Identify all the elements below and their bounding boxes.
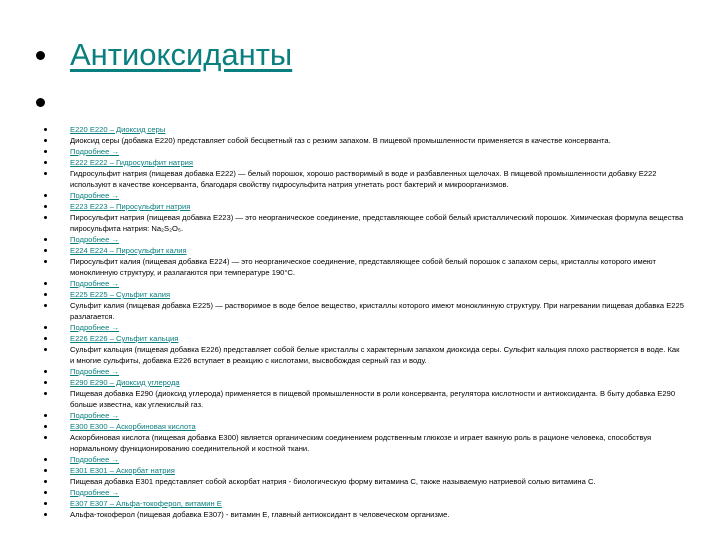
additive-title-link[interactable]: E290 E290 – Диоксид углерода	[70, 378, 180, 387]
more-link[interactable]: Подробнее →	[70, 147, 120, 156]
bullet	[44, 282, 47, 285]
list-item-link	[0, 234, 720, 245]
bullet	[44, 414, 47, 417]
bullet	[44, 216, 47, 219]
bullet	[44, 172, 47, 175]
bullet	[44, 469, 47, 472]
list-item-link	[0, 454, 720, 465]
title-row	[36, 30, 292, 80]
bullet	[44, 326, 47, 329]
list-item	[0, 344, 720, 366]
bullet	[44, 491, 47, 494]
additive-list	[0, 124, 720, 520]
bullet	[44, 436, 47, 439]
list-item	[0, 135, 720, 146]
list-item	[0, 476, 720, 487]
more-link[interactable]: Подробнее →	[70, 279, 120, 288]
bullet	[44, 513, 47, 516]
additive-title-link[interactable]: E223 E223 – Пиросульфит натрия	[70, 202, 191, 211]
more-link[interactable]: Подробнее →	[70, 455, 120, 464]
bullet	[36, 98, 45, 107]
more-link[interactable]: Подробнее →	[70, 411, 120, 420]
more-link[interactable]: Подробнее →	[70, 323, 120, 332]
additive-description: Пищевая добавка E290 (диоксид углерода) применяется в пищевой промышленности в роли консерванта, регулятора кислотности и антиоксиданта. В быту добавка E290 больше известна, как углекислый газ.	[70, 389, 676, 409]
list-item-link	[0, 190, 720, 201]
bullet	[44, 128, 47, 131]
list-item	[0, 300, 720, 322]
list-item-link	[0, 157, 720, 168]
list-item-link	[0, 487, 720, 498]
more-link[interactable]: Подробнее →	[70, 488, 120, 497]
page-title-link[interactable]: Антиоксиданты	[70, 37, 293, 72]
additive-description: Сульфит калия (пищевая добавка E225) — растворимое в воде белое вещество, кристаллы которого имеют моноклинную структуру. При нагревании пищевая добавка E225 разлагается.	[70, 301, 684, 321]
more-link[interactable]: Подробнее →	[70, 235, 120, 244]
more-link[interactable]: Подробнее →	[70, 367, 120, 376]
additive-description: Альфа-токоферол (пищевая добавка E307) - витамин Е, главный антиоксидант в человеческом организме.	[70, 510, 450, 519]
list-item-link	[0, 278, 720, 289]
list-item-link	[0, 146, 720, 157]
list-item	[0, 432, 720, 454]
additive-title-link[interactable]: E226 E226 – Сульфит кальция	[70, 334, 179, 343]
list-item-link	[0, 201, 720, 212]
bullet	[36, 51, 45, 60]
additive-description: Сульфит кальция (пищевая добавка E226) представляет собой белые кристаллы с характерным запахом диоксида серы. Сульфит кальция плохо растворяется в воде. Как и многие сульфиты, добавка E226 вступает в реакцию с кислотами, высвобождая серный газ и воду.	[70, 345, 680, 365]
list-item	[0, 168, 720, 190]
list-item-link	[0, 410, 720, 421]
additive-title-link[interactable]: E222 E222 – Гидросульфит натрия	[70, 158, 194, 167]
bullet	[44, 150, 47, 153]
bullet	[44, 381, 47, 384]
list-item-link	[0, 498, 720, 509]
bullet	[44, 260, 47, 263]
list-item	[0, 256, 720, 278]
additive-title-link[interactable]: E224 E224 – Пиросульфит калия	[70, 246, 187, 255]
additive-title-link[interactable]: E307 E307 – Альфа-токоферол, витамин E	[70, 499, 222, 508]
additive-description: Гидросульфит натрия (пищевая добавка E222) — белый порошок, хорошо растворимый в воде и разбавленных щелочах. В пищевой промышленности добавку E222 используют в качестве консерванта, благодаря свойству гидросульфита натрия угнетать рост бактерий и микроорганизмов.	[70, 169, 657, 189]
bullet	[44, 370, 47, 373]
bullet	[44, 194, 47, 197]
list-item-link	[0, 333, 720, 344]
additive-description: Аскорбиновая кислота (пищевая добавка E300) является органическим соединением родственным глюкозе и играет важную роль в рационе человека, способствуя нормальному функционированию соединительной и костной ткани.	[70, 433, 652, 453]
more-link[interactable]: Подробнее →	[70, 191, 120, 200]
list-item-link	[0, 245, 720, 256]
list-item-link	[0, 421, 720, 432]
additive-description: Пиросульфит натрия (пищевая добавка E223) — это неорганическое соединение, представляющее собой белый кристаллический порошок. Химическая формула вещества пиросульфита натрия: Na₂S₂O₅.	[70, 213, 684, 233]
bullet	[44, 458, 47, 461]
list-item-link	[0, 289, 720, 300]
bullet	[44, 480, 47, 483]
bullet	[44, 425, 47, 428]
additive-title-link[interactable]: E300 E300 – Аскорбиновая кислота	[70, 422, 196, 431]
list-item-link	[0, 465, 720, 476]
additive-title-link[interactable]: E301 E301 – Аскорбат натрия	[70, 466, 175, 475]
additive-description: Пищевая добавка E301 представляет собой аскорбат натрия - биологическую форму витамина С, также называемую натриевой солью витамина С.	[70, 477, 596, 486]
additive-description: Пиросульфит калия (пищевая добавка E224) — это неорганическое соединение, представляющее собой белый порошок с запахом серы, кристаллы которого имеют моноклинную структуру, и разлагаются при температуре 190°C.	[70, 257, 656, 277]
list-item	[0, 212, 720, 234]
bullet	[44, 392, 47, 395]
bullet	[44, 238, 47, 241]
list-item	[0, 509, 720, 520]
bullet	[44, 502, 47, 505]
bullet	[44, 205, 47, 208]
bullet	[44, 337, 47, 340]
list-item	[0, 388, 720, 410]
bullet	[44, 293, 47, 296]
list-item-link	[0, 124, 720, 135]
bullet	[44, 348, 47, 351]
list-item-link	[0, 366, 720, 377]
bullet	[44, 161, 47, 164]
list-item-link	[0, 322, 720, 333]
bullet	[44, 249, 47, 252]
additive-title-link[interactable]: E220 E220 – Диоксид серы	[70, 125, 166, 134]
additive-description: Диоксид серы (добавка E220) представляет собой бесцветный газ с резким запахом. В пищевой промышленности применяется в качестве консерванта.	[70, 136, 611, 145]
list-item-link	[0, 377, 720, 388]
bullet	[44, 304, 47, 307]
bullet	[44, 139, 47, 142]
additive-title-link[interactable]: E225 E225 – Сульфит калия	[70, 290, 171, 299]
empty-bullet-row	[36, 90, 70, 114]
